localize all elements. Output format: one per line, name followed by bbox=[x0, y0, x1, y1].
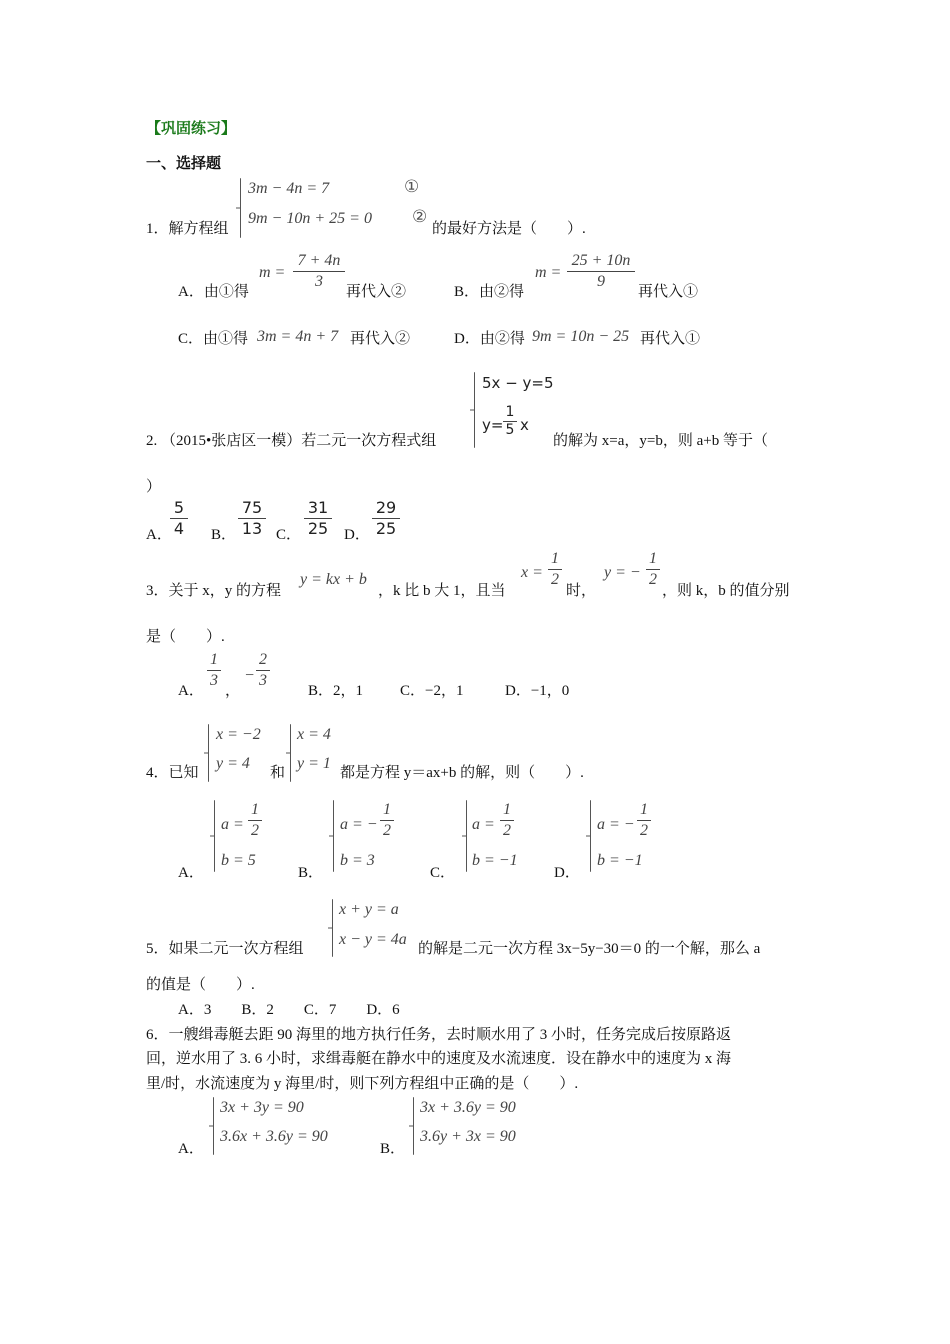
q4-option-c-a: a = bbox=[472, 816, 495, 833]
q4-option-d-fraction bbox=[637, 801, 651, 839]
q1-option-a-label: A．由①得 bbox=[178, 284, 249, 300]
q4-system1-brace bbox=[208, 724, 209, 782]
q3-suffix: ，则 k，b 的值分别 bbox=[662, 583, 790, 599]
q1-brace bbox=[240, 178, 241, 238]
fraction-bar bbox=[548, 569, 562, 570]
q2-option-d-fraction bbox=[372, 499, 400, 537]
q3-option-a-fraction1 bbox=[207, 651, 221, 689]
q5-eq1: x + y = a bbox=[339, 901, 399, 918]
q4-option-c-b: b = −1 bbox=[472, 852, 518, 869]
q1-option-a-lhs: m = bbox=[259, 264, 286, 281]
q3-x-fraction bbox=[548, 550, 562, 588]
q1-option-b-num: 25 + 10n bbox=[571, 252, 631, 269]
q3-shi: 时， bbox=[566, 583, 597, 599]
section-title: 【巩固练习】 bbox=[146, 119, 237, 137]
q5-options: A．3 B．2 C．7 D．6 bbox=[178, 1002, 400, 1018]
q6-option-b-label: B． bbox=[380, 1141, 406, 1157]
q2-option-a-den: 4 bbox=[173, 518, 185, 538]
q1-eq2: 9m − 10n + 25 = 0 bbox=[248, 210, 372, 227]
q3-line2: 是（ ）. bbox=[146, 629, 225, 645]
q3-x-num: 1 bbox=[551, 550, 559, 567]
q4-option-b-fraction bbox=[380, 801, 394, 839]
q4-option-b-num: 1 bbox=[383, 801, 391, 818]
q1-option-c-tail: 再代入② bbox=[350, 331, 411, 347]
q3-mid: ，k 比 b 大 1，且当 bbox=[378, 583, 506, 599]
q2-eq2-fraction bbox=[503, 405, 517, 439]
q3-option-a-neg: − bbox=[244, 667, 255, 684]
q4-option-b-label: B． bbox=[298, 865, 324, 881]
q1-option-b-den: 9 bbox=[597, 272, 605, 290]
q4-option-a-label: A． bbox=[178, 865, 204, 881]
fraction-bar bbox=[646, 569, 660, 570]
q2-option-c-den: 25 bbox=[307, 518, 329, 538]
q2-option-c-fraction bbox=[304, 499, 332, 537]
q3-y-num: 1 bbox=[649, 550, 657, 567]
q3-option-c: C．−2，1 bbox=[400, 683, 464, 699]
q4-option-b-brace bbox=[333, 800, 334, 872]
q2-option-c-label: C． bbox=[276, 527, 302, 543]
part1-title: 一、选择题 bbox=[146, 154, 222, 172]
q2-close-paren: ） bbox=[146, 479, 162, 495]
fraction-bar bbox=[567, 271, 635, 272]
q4-option-c-label: C． bbox=[430, 865, 456, 881]
q1-mark2: ② bbox=[412, 207, 428, 227]
q3-equation: y = kx + b bbox=[300, 571, 367, 588]
q1-suffix: 的最好方法是（ ）. bbox=[432, 221, 586, 237]
q2-prefix: 2. （2015•张店区一模）若二元一次方程式组 bbox=[146, 433, 437, 449]
q6-option-b-eq1: 3x + 3.6y = 90 bbox=[420, 1099, 516, 1116]
q2-eq2-var: x bbox=[520, 416, 529, 434]
q1-option-b-fraction bbox=[567, 252, 635, 290]
q5-prefix: 5．如果二元一次方程组 bbox=[146, 941, 304, 957]
q4-option-d-brace bbox=[590, 800, 591, 872]
q2-option-b-fraction bbox=[238, 499, 266, 537]
q6-option-a-eq1: 3x + 3y = 90 bbox=[220, 1099, 304, 1116]
q4-system2-brace bbox=[290, 724, 291, 782]
q3-y-lhs: y = − bbox=[604, 564, 641, 581]
q4-option-b-b: b = 3 bbox=[340, 852, 375, 869]
q1-option-a-fraction bbox=[293, 252, 345, 290]
q2-option-a-fraction bbox=[170, 499, 188, 537]
q6-option-a-brace bbox=[213, 1097, 214, 1155]
q1-option-d-expr: 9m = 10n − 25 bbox=[532, 328, 630, 345]
q6-option-a-eq2: 3.6x + 3.6y = 90 bbox=[220, 1128, 328, 1145]
q2-option-a-num: 5 bbox=[173, 498, 185, 517]
q2-option-d-den: 25 bbox=[375, 518, 397, 538]
q4-prefix: 4．已知 bbox=[146, 765, 199, 781]
q3-y-den: 2 bbox=[649, 570, 657, 588]
q3-y-fraction bbox=[646, 550, 660, 588]
q2-option-a-label: A． bbox=[146, 527, 172, 543]
q5-line2: 的值是（ ）. bbox=[146, 977, 255, 993]
q2-eq2-lhs: y= bbox=[482, 416, 504, 434]
q4-option-d-b: b = −1 bbox=[597, 852, 643, 869]
q4-option-d-den: 2 bbox=[640, 821, 648, 839]
q1-mark1: ① bbox=[404, 177, 420, 197]
q4-option-c-fraction bbox=[500, 801, 514, 839]
q4-option-d-a: a = − bbox=[597, 816, 635, 833]
fraction-bar bbox=[207, 670, 221, 671]
q4-system2-eq2: y = 1 bbox=[297, 755, 331, 772]
q6-line1: 6．一艘缉毒艇去距 90 海里的地方执行任务，去时顺水用了 3 小时，任务完成后按原路返 bbox=[146, 1027, 732, 1043]
q1-option-c-label: C．由①得 bbox=[178, 331, 249, 347]
q4-option-c-num: 1 bbox=[503, 801, 511, 818]
q1-option-a-tail: 再代入② bbox=[346, 284, 407, 300]
q4-option-a-num: 1 bbox=[251, 801, 259, 818]
q1-option-d-tail: 再代入① bbox=[640, 331, 701, 347]
q2-eq2-num: 1 bbox=[505, 404, 515, 420]
q3-option-a-den1: 3 bbox=[210, 671, 218, 689]
q3-option-b: B．2，1 bbox=[308, 683, 364, 699]
q4-option-a-fraction bbox=[248, 801, 262, 839]
q1-prefix: 1．解方程组 bbox=[146, 221, 229, 237]
q5-brace bbox=[332, 899, 333, 957]
q6-line3: 里/时，水流速度为 y 海里/时，则下列方程组中正确的是（ ）. bbox=[146, 1076, 579, 1092]
q2-option-b-label: B． bbox=[211, 527, 237, 543]
q6-option-b-brace bbox=[413, 1097, 414, 1155]
q4-option-b-den: 2 bbox=[383, 821, 391, 839]
q4-system2-eq1: x = 4 bbox=[297, 726, 331, 743]
q3-option-a-num2: 2 bbox=[259, 651, 267, 668]
fraction-bar bbox=[256, 670, 270, 671]
q1-option-a-den: 3 bbox=[315, 272, 323, 290]
q1-option-b-tail: 再代入① bbox=[638, 284, 699, 300]
q3-option-a-fraction2 bbox=[256, 651, 270, 689]
q1-option-d-label: D．由②得 bbox=[454, 331, 525, 347]
q5-eq2: x − y = 4a bbox=[339, 931, 407, 948]
q4-system1-eq2: y = 4 bbox=[216, 755, 250, 772]
q4-option-a-b: b = 5 bbox=[221, 852, 256, 869]
q2-option-b-den: 13 bbox=[241, 518, 263, 538]
q2-brace bbox=[474, 372, 475, 448]
q5-suffix: 的解是二元一次方程 3x−5y−30＝0 的一个解，那么 a bbox=[418, 941, 761, 957]
q4-option-a-brace bbox=[214, 800, 215, 872]
q2-suffix: 的解为 x=a，y=b，则 a+b 等于（ bbox=[553, 433, 768, 449]
q2-option-d-num: 29 bbox=[375, 498, 397, 517]
q6-option-a-label: A． bbox=[178, 1141, 204, 1157]
q4-option-d-num: 1 bbox=[640, 801, 648, 818]
q3-option-a-sep: ， bbox=[225, 683, 241, 699]
q3-prefix: 3．关于 x，y 的方程 bbox=[146, 583, 282, 599]
q1-option-b-label: B．由②得 bbox=[454, 284, 525, 300]
q3-option-a-num1: 1 bbox=[210, 651, 218, 668]
q1-eq1: 3m − 4n = 7 bbox=[248, 180, 330, 197]
q4-he: 和 bbox=[270, 765, 286, 781]
q4-option-b-a: a = − bbox=[340, 816, 378, 833]
q2-option-d-label: D． bbox=[344, 527, 370, 543]
q4-option-c-den: 2 bbox=[503, 821, 511, 839]
fraction-bar bbox=[637, 820, 651, 821]
q1-option-c-expr: 3m = 4n + 7 bbox=[257, 328, 339, 345]
q4-option-a-den: 2 bbox=[251, 821, 259, 839]
q3-x-lhs: x = bbox=[521, 564, 543, 581]
q2-eq2-den: 5 bbox=[505, 422, 515, 439]
fraction-bar bbox=[380, 820, 394, 821]
q3-x-den: 2 bbox=[551, 570, 559, 588]
fraction-bar bbox=[293, 271, 345, 272]
q2-eq1: 5x − y=5 bbox=[482, 374, 554, 392]
q4-suffix: 都是方程 y＝ax+b 的解，则（ ）. bbox=[340, 765, 584, 781]
q3-option-a-den2: 3 bbox=[259, 671, 267, 689]
fraction-bar bbox=[248, 820, 262, 821]
q4-system1-eq1: x = −2 bbox=[216, 726, 261, 743]
fraction-bar bbox=[500, 820, 514, 821]
q1-option-b-lhs: m = bbox=[535, 264, 562, 281]
q2-option-b-num: 75 bbox=[241, 498, 263, 517]
q4-option-d-label: D． bbox=[554, 865, 580, 881]
q4-option-a-a: a = bbox=[221, 816, 244, 833]
q3-option-a-label: A． bbox=[178, 683, 204, 699]
q6-option-b-eq2: 3.6y + 3x = 90 bbox=[420, 1128, 516, 1145]
q4-option-c-brace bbox=[466, 800, 467, 872]
q1-option-a-num: 7 + 4n bbox=[297, 252, 341, 269]
q2-option-c-num: 31 bbox=[307, 498, 329, 517]
q3-option-d: D．−1，0 bbox=[505, 683, 570, 699]
q6-line2: 回，逆水用了 3. 6 小时，求缉毒艇在静水中的速度及水流速度．设在静水中的速度为 x 海 bbox=[146, 1051, 732, 1067]
